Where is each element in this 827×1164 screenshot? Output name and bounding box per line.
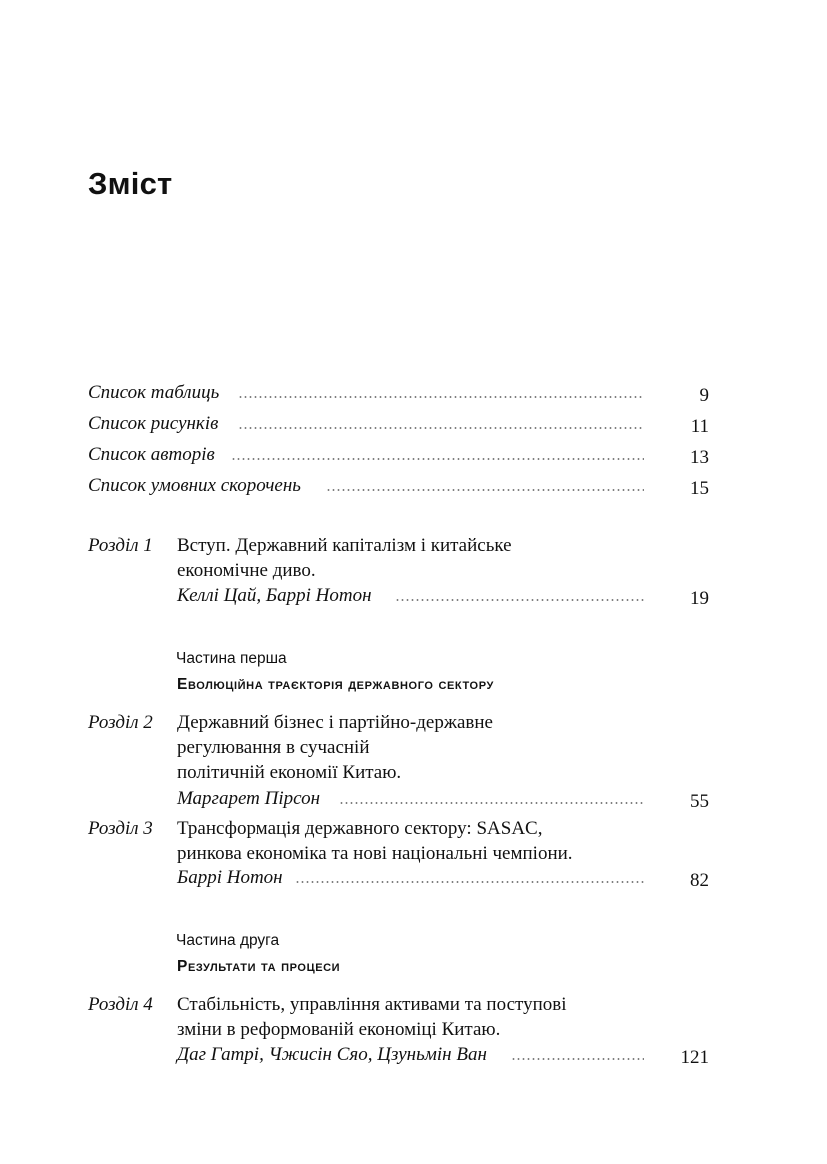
chapter-title-line[interactable]: політичній економії Китаю. — [177, 762, 402, 783]
chapter-title-line[interactable]: економічне диво. — [177, 560, 316, 581]
toc-entry-label: Список рисунків — [88, 411, 224, 437]
leader-dots — [511, 1042, 644, 1068]
toc-entry-list-of-authors[interactable] — [88, 442, 709, 468]
toc-entry-label: Список умовних скорочень — [88, 473, 307, 499]
chapter-author: Маргарет Пірсон — [177, 786, 326, 812]
leader-dots — [326, 473, 644, 499]
chapter-author: Даг Гатрі, Чжисін Сяо, Цзуньмін Ван — [177, 1042, 493, 1068]
chapter-title-line[interactable]: Стабільність, управління активами та поступові — [177, 994, 567, 1015]
chapter-author: Келлі Цай, Баррі Нотон — [177, 583, 378, 609]
toc-page-number: 55 — [690, 791, 709, 812]
leader-dots — [295, 865, 644, 891]
toc-entry-list-of-tables[interactable] — [88, 380, 709, 406]
part-label: Частина друга — [176, 932, 280, 949]
chapter-author-entry[interactable] — [177, 583, 709, 609]
chapter-author: Баррі Нотон — [177, 865, 289, 891]
chapter-label: Розділ 4 — [88, 994, 153, 1015]
toc-entry-label: Список таблиць — [88, 380, 225, 406]
toc-page-number: 11 — [690, 416, 709, 437]
toc-entry-label: Список авторів — [88, 442, 221, 468]
chapter-label: Розділ 2 — [88, 712, 153, 733]
chapter-author-entry[interactable] — [177, 1042, 709, 1068]
part-title[interactable]: Еволюційна траєкторія державного сектору — [177, 676, 494, 693]
leader-dots — [238, 380, 644, 406]
chapter-title-line[interactable]: зміни в реформованій економіці Китаю. — [177, 1019, 501, 1040]
page-title: Зміст — [88, 166, 173, 201]
chapter-author-entry[interactable] — [177, 786, 709, 812]
toc-entry-abbreviations[interactable] — [88, 473, 709, 499]
leader-dots — [238, 411, 644, 437]
chapter-title-line[interactable]: регулювання в сучасній — [177, 737, 370, 758]
chapter-author-entry[interactable] — [177, 865, 709, 891]
chapter-title-line[interactable]: Трансформація державного сектору: SASAC, — [177, 818, 543, 839]
toc-page-number: 82 — [690, 870, 709, 891]
chapter-title-line[interactable]: Вступ. Державний капіталізм і китайське — [177, 535, 512, 556]
toc-page-number: 13 — [690, 447, 709, 468]
toc-entry-list-of-figures[interactable] — [88, 411, 709, 437]
toc-page-number: 121 — [680, 1047, 709, 1068]
chapter-title-line[interactable]: ринкова економіка та нові національні чемпіони. — [177, 843, 573, 864]
part-title[interactable]: Результати та процеси — [177, 958, 341, 975]
chapter-label: Розділ 3 — [88, 818, 153, 839]
part-label: Частина перша — [176, 650, 287, 667]
toc-page-number: 15 — [690, 478, 709, 499]
leader-dots — [395, 583, 644, 609]
leader-dots — [339, 786, 644, 812]
leader-dots — [231, 442, 644, 468]
toc-page-number: 19 — [690, 588, 709, 609]
chapter-label: Розділ 1 — [88, 535, 153, 556]
toc-page-number: 9 — [699, 385, 709, 406]
chapter-title-line[interactable]: Державний бізнес і партійно-державне — [177, 712, 493, 733]
